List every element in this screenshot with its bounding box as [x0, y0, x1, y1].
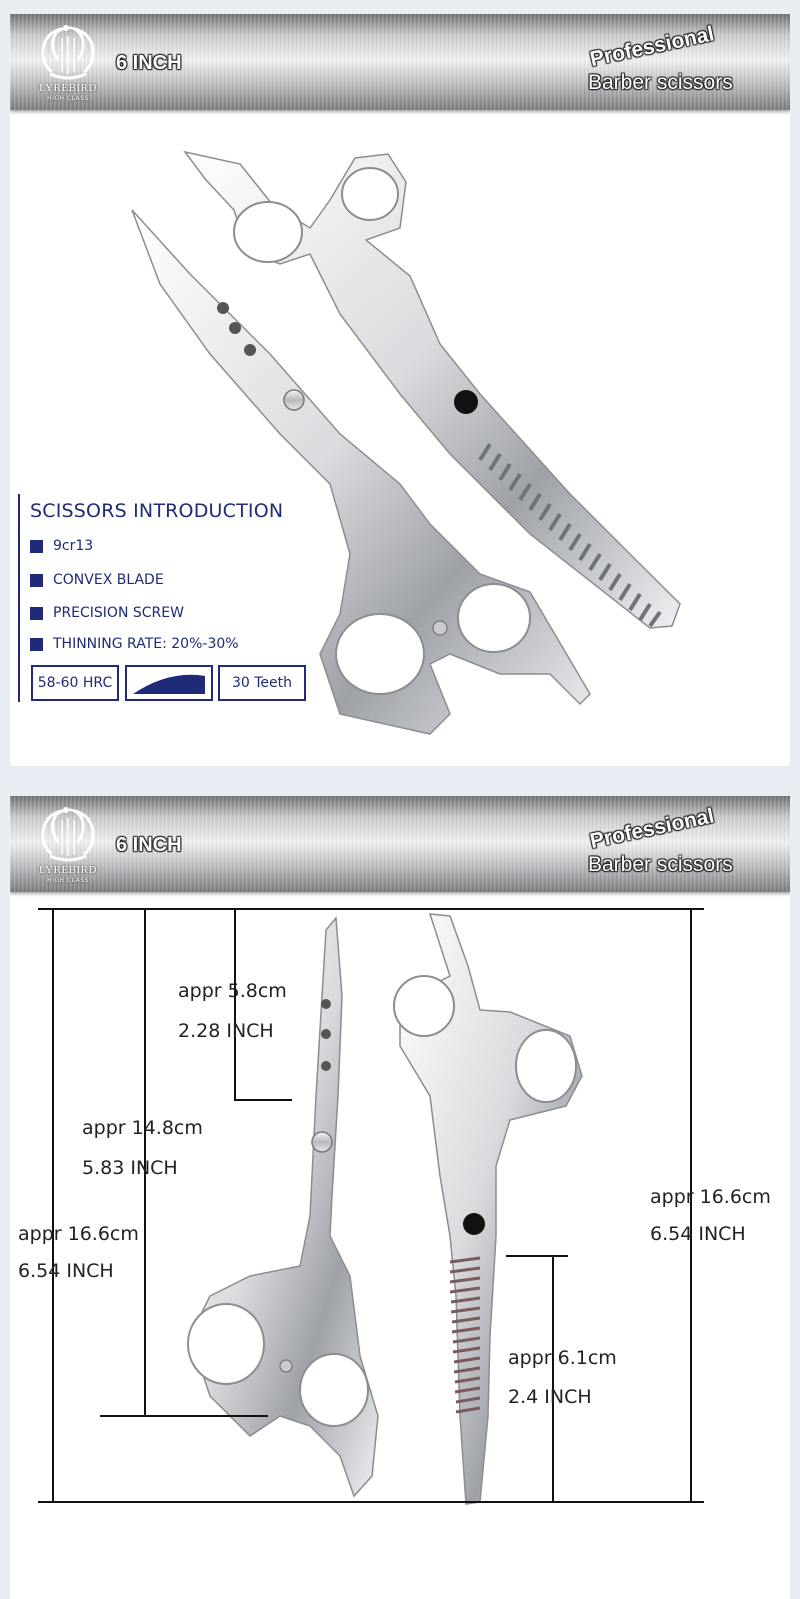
- feature-label: THINNING RATE: 20%-30%: [53, 636, 239, 652]
- right-total-length-cm: appr 16.6cm: [650, 1186, 771, 1208]
- handle-length-inch: 2.28 INCH: [178, 1020, 274, 1042]
- teeth-length-inch: 2.4 INCH: [508, 1386, 592, 1408]
- feature-item: [30, 636, 239, 652]
- blade-length-cm: appr 14.8cm: [82, 1117, 203, 1139]
- bullet-square-icon: [30, 638, 43, 651]
- bullet-square-icon: [30, 607, 43, 620]
- size-label: 6 INCH: [116, 834, 182, 856]
- feature-label: PRECISION SCREW: [53, 605, 184, 621]
- dimension-handle-end-line: [234, 1099, 292, 1101]
- left-total-length-inch: 6.54 INCH: [18, 1260, 114, 1282]
- professional-label: Professional: [588, 804, 717, 854]
- teeth-length-cm: appr 6.1cm: [508, 1347, 617, 1369]
- professional-label: Professional: [588, 22, 717, 72]
- feature-label: 9cr13: [53, 538, 94, 554]
- dimension-teeth-start-line: [506, 1255, 568, 1257]
- dimension-left-total-line: [52, 908, 54, 1502]
- dimension-blade-end-line: [100, 1415, 268, 1417]
- brand-name: LYREBIRD: [39, 82, 97, 94]
- hardness-badge: 58-60 HRC: [31, 665, 119, 701]
- cutting-scissors: [188, 918, 378, 1496]
- size-label: 6 INCH: [116, 52, 182, 74]
- dimension-teeth-line: [552, 1256, 554, 1502]
- left-total-length-cm: appr 16.6cm: [18, 1223, 139, 1245]
- dimension-top-line: [38, 908, 704, 910]
- brand-tagline: HIGH CLASS: [47, 95, 89, 102]
- feature-item: [30, 572, 164, 588]
- product-panel-dimensions: [10, 796, 790, 1599]
- product-panel-intro: [10, 14, 790, 766]
- brand-name: LYREBIRD: [39, 864, 97, 876]
- bullet-square-icon: [30, 540, 43, 553]
- feature-item: [30, 538, 93, 554]
- barber-scissors-label: Barber scissors: [588, 71, 733, 94]
- intro-accent-bar: [18, 494, 20, 702]
- dimension-handle-line: [234, 908, 236, 1100]
- blade-length-inch: 5.83 INCH: [82, 1157, 178, 1179]
- dimension-bottom-line: [38, 1501, 704, 1503]
- convex-blade-badge: [125, 665, 213, 701]
- feature-item: [30, 605, 184, 621]
- teeth-count-badge: 30 Teeth: [218, 665, 306, 701]
- brand-tagline: HIGH CLASS: [47, 877, 89, 884]
- feature-label: CONVEX BLADE: [53, 572, 164, 588]
- bullet-square-icon: [30, 574, 43, 587]
- intro-title: SCISSORS INTRODUCTION: [30, 500, 284, 522]
- right-total-length-inch: 6.54 INCH: [650, 1223, 746, 1245]
- scissors-pair-image: [10, 14, 790, 766]
- barber-scissors-label: Barber scissors: [588, 853, 733, 876]
- convex-blade-icon: [129, 670, 209, 696]
- handle-length-cm: appr 5.8cm: [178, 980, 287, 1002]
